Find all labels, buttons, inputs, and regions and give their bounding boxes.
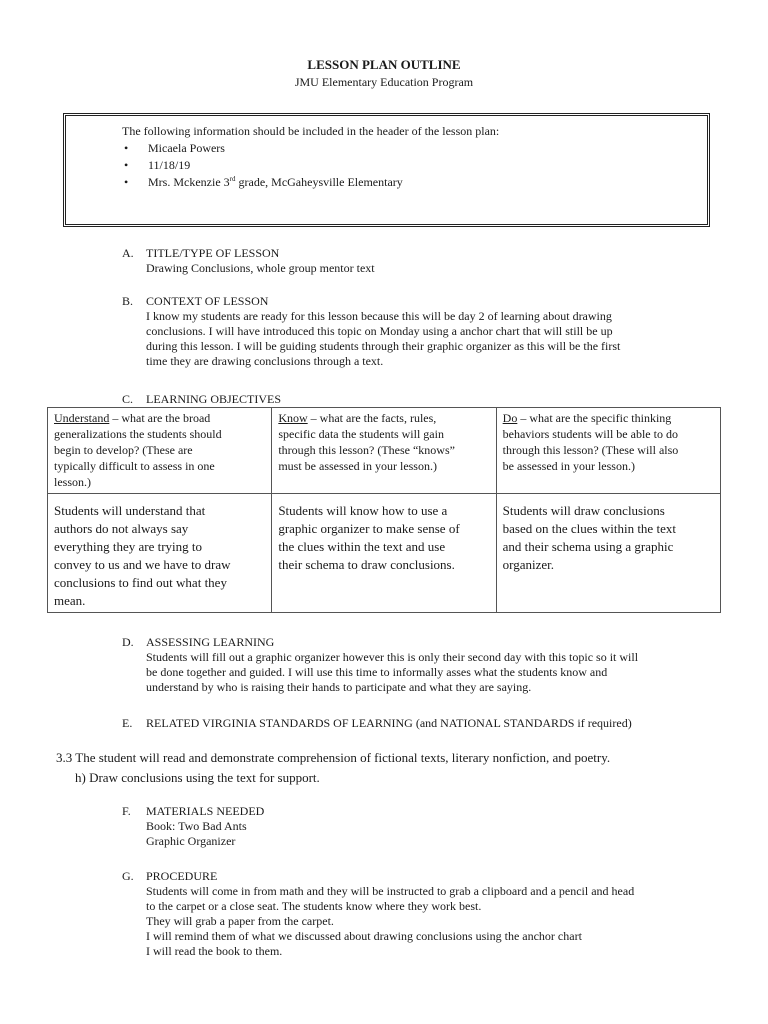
section-line: time they are drawing conclusions through a text. xyxy=(146,354,384,368)
section-line: Book: Two Bad Ants xyxy=(146,819,247,833)
standard-main: 3.3 The student will read and demonstrate comprehension of fictional texts, literary nonfiction, and poetry. xyxy=(56,750,611,765)
learning-objectives-table xyxy=(47,407,721,613)
section-heading: MATERIALS NEEDED xyxy=(146,804,265,818)
section-line: to the carpet or a close seat. The students know where they work best. xyxy=(146,899,482,913)
section-standards xyxy=(122,716,722,731)
header-bullet-list xyxy=(122,140,403,191)
section-letter: D. xyxy=(122,635,134,649)
section-line: I know my students are ready for this lesson because this will be day 2 of learning about drawing xyxy=(146,309,612,323)
do-header-cell: Do – what are the specific thinking behaviors students will be able to do through this lesson? (These will also be assessed in your lesson.) xyxy=(496,408,720,494)
know-answer-cell: Students will know how to use a graphic organizer to make sense of the clues within the text and use their schema to draw conclusions. xyxy=(272,494,496,613)
list-item xyxy=(122,157,403,174)
section-heading: ASSESSING LEARNING xyxy=(146,635,275,649)
section-procedure xyxy=(122,869,722,959)
bullet-icon: • xyxy=(124,141,129,155)
section-heading: CONTEXT OF LESSON xyxy=(146,294,269,308)
section-line: Students will come in from math and they will be instructed to grab a clipboard and a pencil and head xyxy=(146,884,635,898)
section-letter: B. xyxy=(122,294,134,308)
know-key: Know xyxy=(278,411,308,425)
class-info: Mrs. Mckenzie 3rd grade, McGaheysville Elementary xyxy=(148,175,403,189)
section-heading: RELATED VIRGINIA STANDARDS OF LEARNING (and NATIONAL STANDARDS if required) xyxy=(146,716,632,730)
section-line: Graphic Organizer xyxy=(146,834,236,848)
section-line: Students will fill out a graphic organizer however this is only their second day with this topic so it will xyxy=(146,650,639,664)
section-heading: TITLE/TYPE OF LESSON xyxy=(146,246,280,260)
lesson-header-box xyxy=(63,113,710,227)
section-letter: E. xyxy=(122,716,133,730)
teacher-name: Micaela Powers xyxy=(148,141,225,155)
lesson-date: 11/18/19 xyxy=(148,158,191,172)
section-line: conclusions. I will have introduced this topic on Monday using a anchor chart that will still be up xyxy=(146,324,613,338)
do-answer-cell: Students will draw conclusions based on the clues within the text and their schema using a graphic organizer. xyxy=(496,494,720,613)
section-learning-objectives xyxy=(122,392,722,407)
section-context xyxy=(122,294,722,369)
do-key: Do xyxy=(502,411,518,425)
section-letter: F. xyxy=(122,804,131,818)
section-line: be done together and guided. I will use this time to informally asses what the students know and xyxy=(146,665,608,679)
list-item xyxy=(122,174,403,191)
section-heading: PROCEDURE xyxy=(146,869,218,883)
document-title: LESSON PLAN OUTLINE xyxy=(307,57,461,72)
understand-key: Understand xyxy=(54,411,110,425)
section-letter: A. xyxy=(122,246,134,260)
section-letter: G. xyxy=(122,869,134,883)
document-subtitle: JMU Elementary Education Program xyxy=(294,75,474,89)
list-item xyxy=(122,140,403,157)
section-line: They will grab a paper from the carpet. xyxy=(146,914,334,928)
table-row xyxy=(48,408,721,494)
section-line: understand by who is raising their hands to participate and what they are saying. xyxy=(146,680,532,694)
bullet-icon: • xyxy=(124,175,129,189)
table-row xyxy=(48,494,721,613)
section-heading: LEARNING OBJECTIVES xyxy=(146,392,281,406)
know-header-cell: Know – what are the facts, rules, specific data the students will gain through this lesson? (These “knows” must be assessed in your lesson.) xyxy=(272,408,496,494)
section-materials xyxy=(122,804,722,849)
section-letter: C. xyxy=(122,392,134,406)
section-assessing-learning xyxy=(122,635,722,695)
section-line: during this lesson. I will be guiding students through their graphic organizer as this will be the first xyxy=(146,339,621,353)
understand-header-cell: Understand – what are the broad generalizations the students should begin to develop? (These are typically difficult to assess in one lesson.) xyxy=(48,408,272,494)
understand-answer-cell: Students will understand that authors do not always say everything they are trying to convey to us and we have to draw conclusions to find out what they mean. xyxy=(48,494,272,613)
header-box-intro: The following information should be included in the header of the lesson plan: xyxy=(122,124,500,138)
standard-sub: h) Draw conclusions using the text for support. xyxy=(75,770,320,785)
section-line: I will remind them of what we discussed about drawing conclusions using the anchor chart xyxy=(146,929,582,943)
section-title-type xyxy=(122,246,722,276)
section-line: I will read the book to them. xyxy=(146,944,283,958)
section-line: Drawing Conclusions, whole group mentor text xyxy=(146,261,375,275)
bullet-icon: • xyxy=(124,158,129,172)
